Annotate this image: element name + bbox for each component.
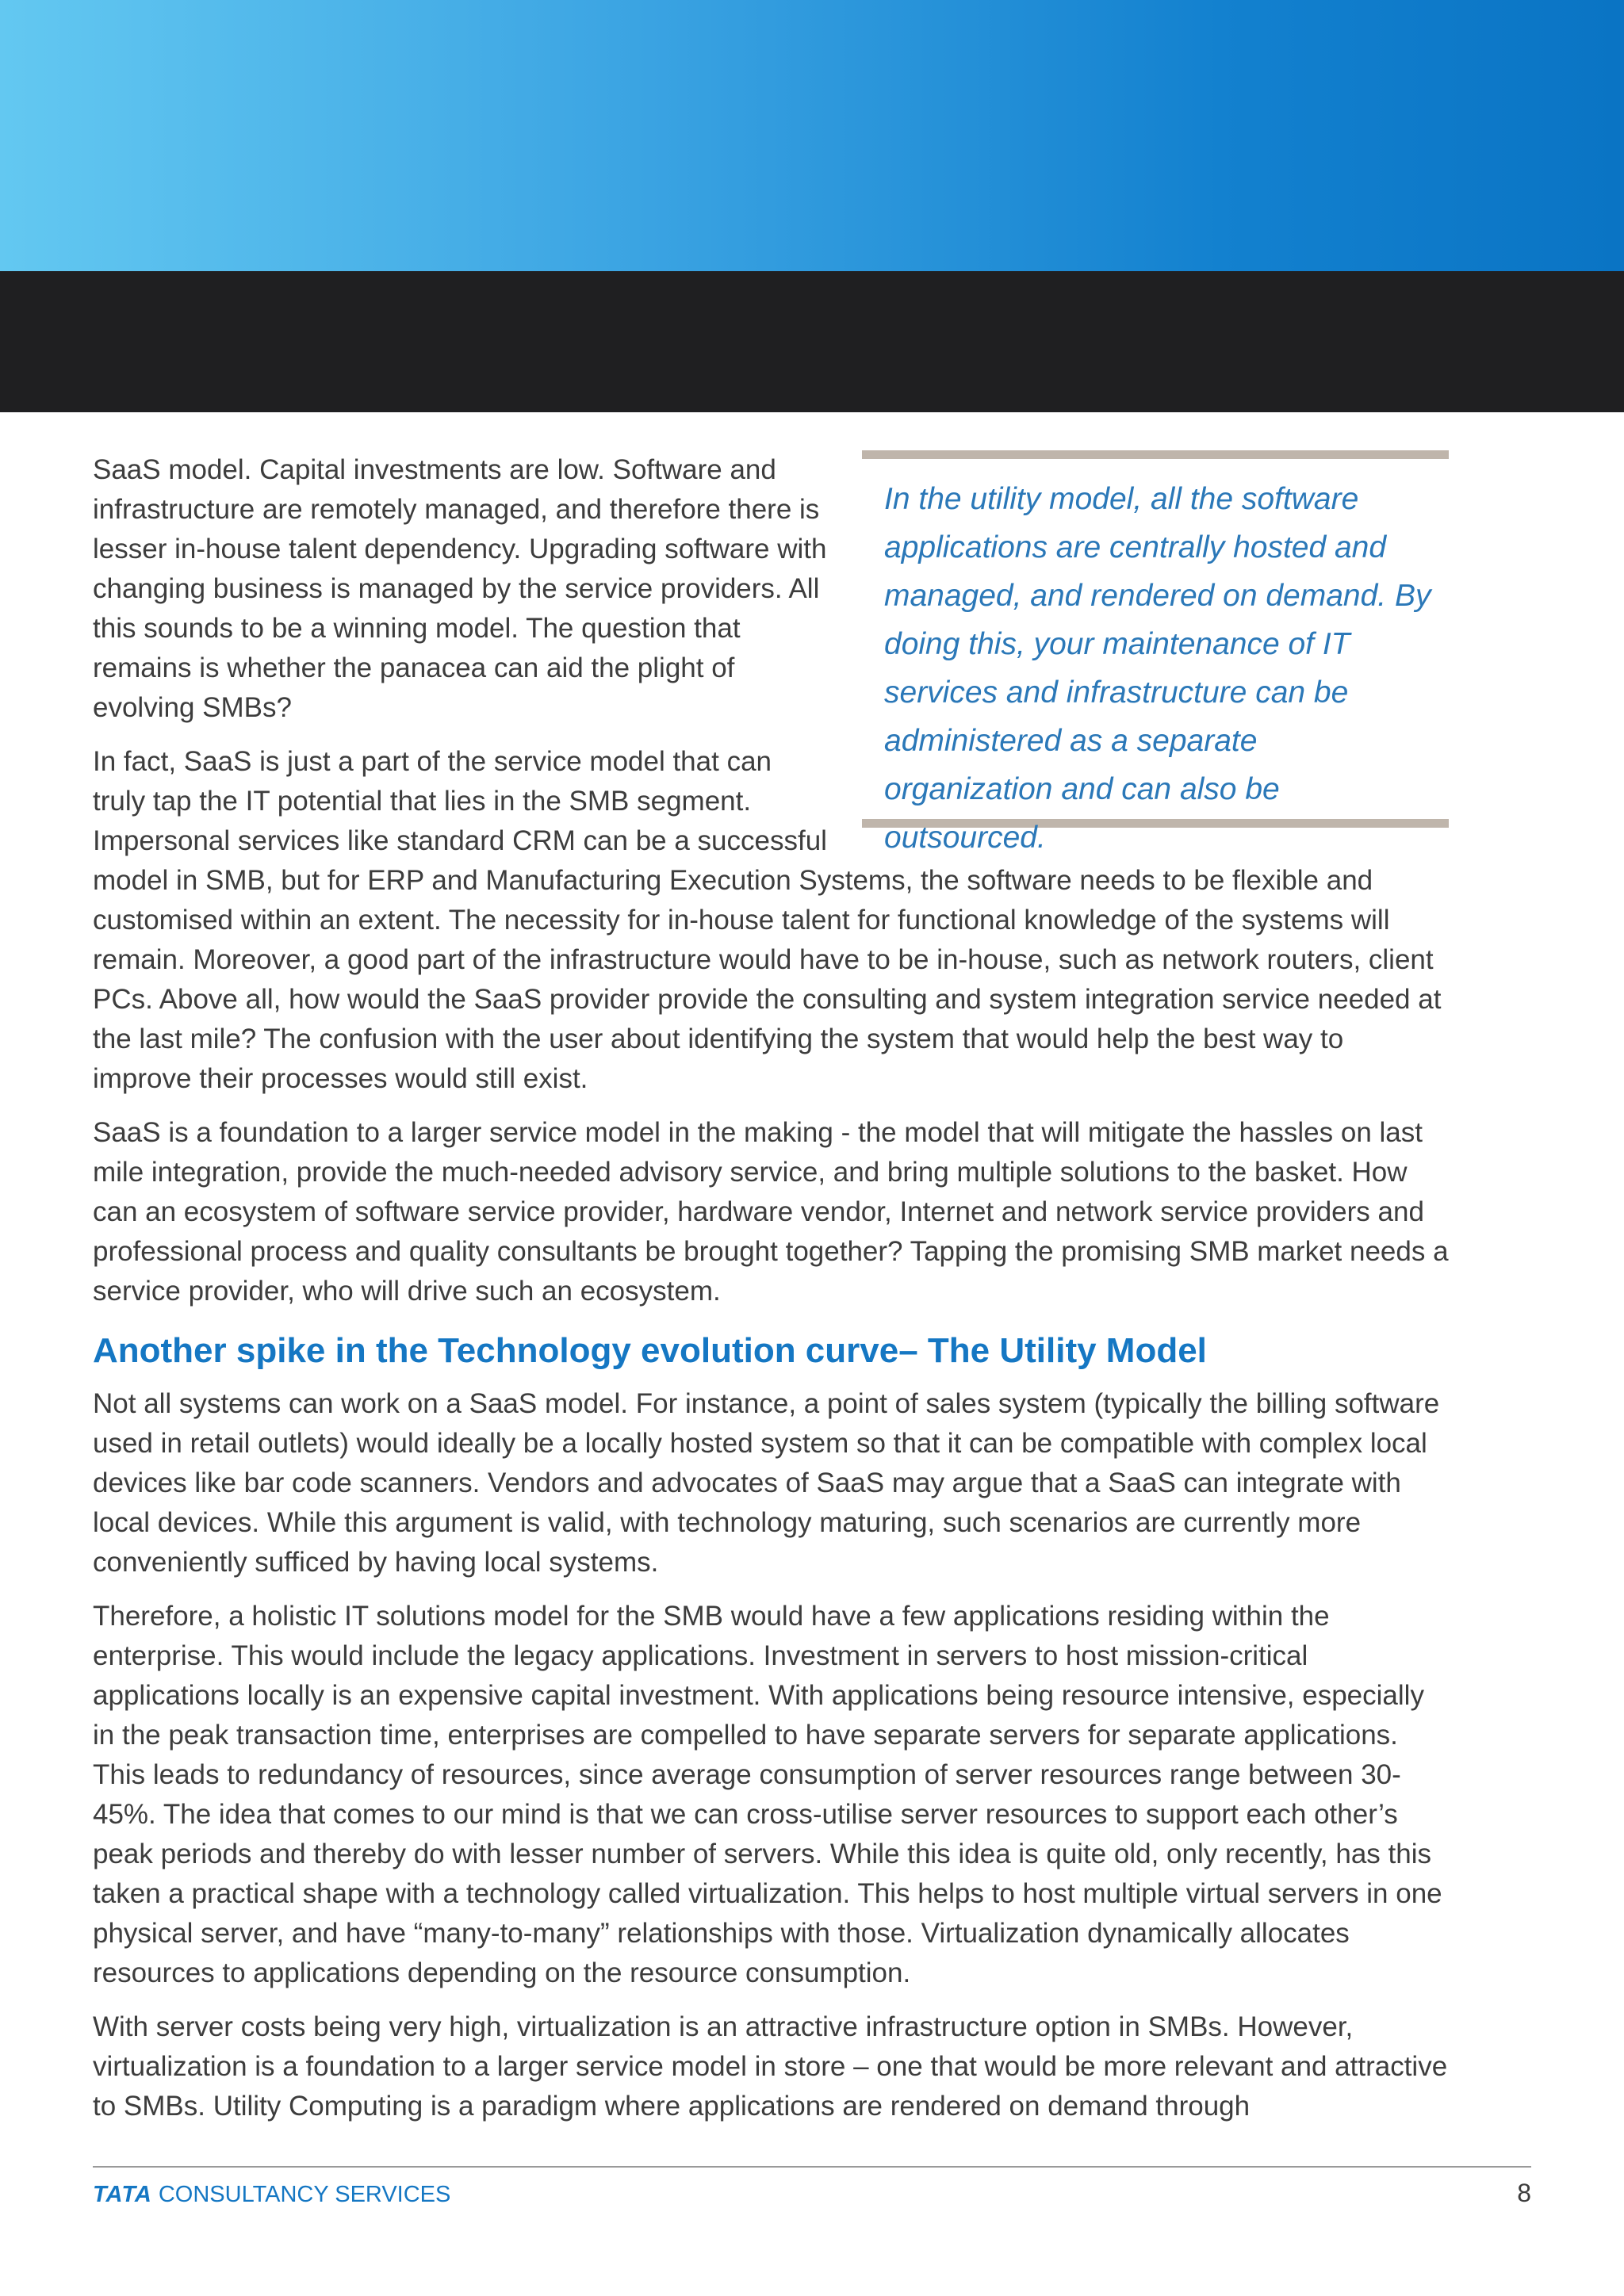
pull-quote-text: In the utility model, all the software applications are centrally hosted and managed, and rendered on demand. By doing this, your maintenance of IT services and infrastructure can be administered as a separate organization and can also be outsourced. (884, 482, 1431, 855)
logo-company-name: CONSULTANCY SERVICES (158, 2182, 451, 2207)
pull-quote (862, 450, 1449, 855)
company-logo (93, 2180, 450, 2209)
paragraph: With server costs being very high, virtualization is an attractive infrastructure option in SMBs. However, virtualization is a foundation to a larger service model in store – one that would be more relevant and attractive to SMBs. Utility Computing is a paradigm where applications are rendered on demand through (93, 2011, 1448, 2122)
logo-tata-wordmark: TATA (93, 2182, 152, 2207)
article-body (93, 450, 1449, 2141)
paragraph: SaaS model. Capital investments are low. Software and infrastructure are remotely managed, and therefore there is lesser in-house talent dependency. Upgrading software with changing business is managed by the service providers. All this sounds to be a winning model. The question that remains is whether the panacea can aid the plight of evolving SMBs? (93, 454, 827, 723)
header-banner (0, 0, 1624, 271)
paragraph: In fact, SaaS is just a part of the service model that can truly tap the IT potential that lies in the SMB segment. Impersonal services like standard CRM can be a successful model in SMB, but for ERP and Manufacturing Execution Systems, the software needs to be flexible and customised within an extent. The necessity for in-house talent for functional knowledge of the systems will remain. Moreover, a good part of the infrastructure would have to be in-house, such as network routers, client PCs. Above all, how would the SaaS provider provide the consulting and system integration service needed at the last mile? The confusion with the user about identifying the system that would help the best way to improve their processes would still exist. (93, 746, 1442, 1094)
section-heading: Another spike in the Technology evolution curve– The Utility Model (93, 1331, 1207, 1370)
paragraph: Therefore, a holistic IT solutions model for the SMB would have a few applications residing within the enterprise. This would include the legacy applications. Investment in servers to host mission-critical applications locally is an expensive capital investment. With applications being resource intensive, especially in the peak transaction time, enterprises are compelled to have separate servers for separate applications. This leads to redundancy of resources, since average consumption of server resources range between 30-45%. The idea that comes to our mind is that we can cross-utilise server resources to support each other’s peak periods and thereby do with lesser number of servers. While this idea is quite old, only recently, has this taken a practical shape with a technology called virtualization. This helps to host multiple virtual servers in one physical server, and have “many-to-many” relationships with those. Virtualization dynamically allocates resources to applications depending on the resource consumption. (93, 1601, 1442, 1988)
paragraph: Not all systems can work on a SaaS model. For instance, a point of sales system (typically the billing software used in retail outlets) would ideally be a locally hosted system so that it can be compatible with complex local devices like bar code scanners. Vendors and advocates of SaaS may argue that a SaaS can integrate with local devices. While this argument is valid, with technology maturing, such scenarios are currently more conveniently sufficed by having local systems. (93, 1388, 1440, 1578)
paragraph: SaaS is a foundation to a larger service model in the making - the model that will mitigate the hassles on last mile integration, provide the much-needed advisory service, and bring multiple solutions to the basket. How can an ecosystem of software service provider, hardware vendor, Internet and network service providers and professional process and quality consultants be brought together? Tapping the promising SMB market needs a service provider, who will drive such an ecosystem. (93, 1117, 1449, 1307)
footer-divider (93, 2166, 1531, 2168)
page-number: 8 (1517, 2179, 1531, 2207)
header-dark-band (0, 271, 1624, 412)
